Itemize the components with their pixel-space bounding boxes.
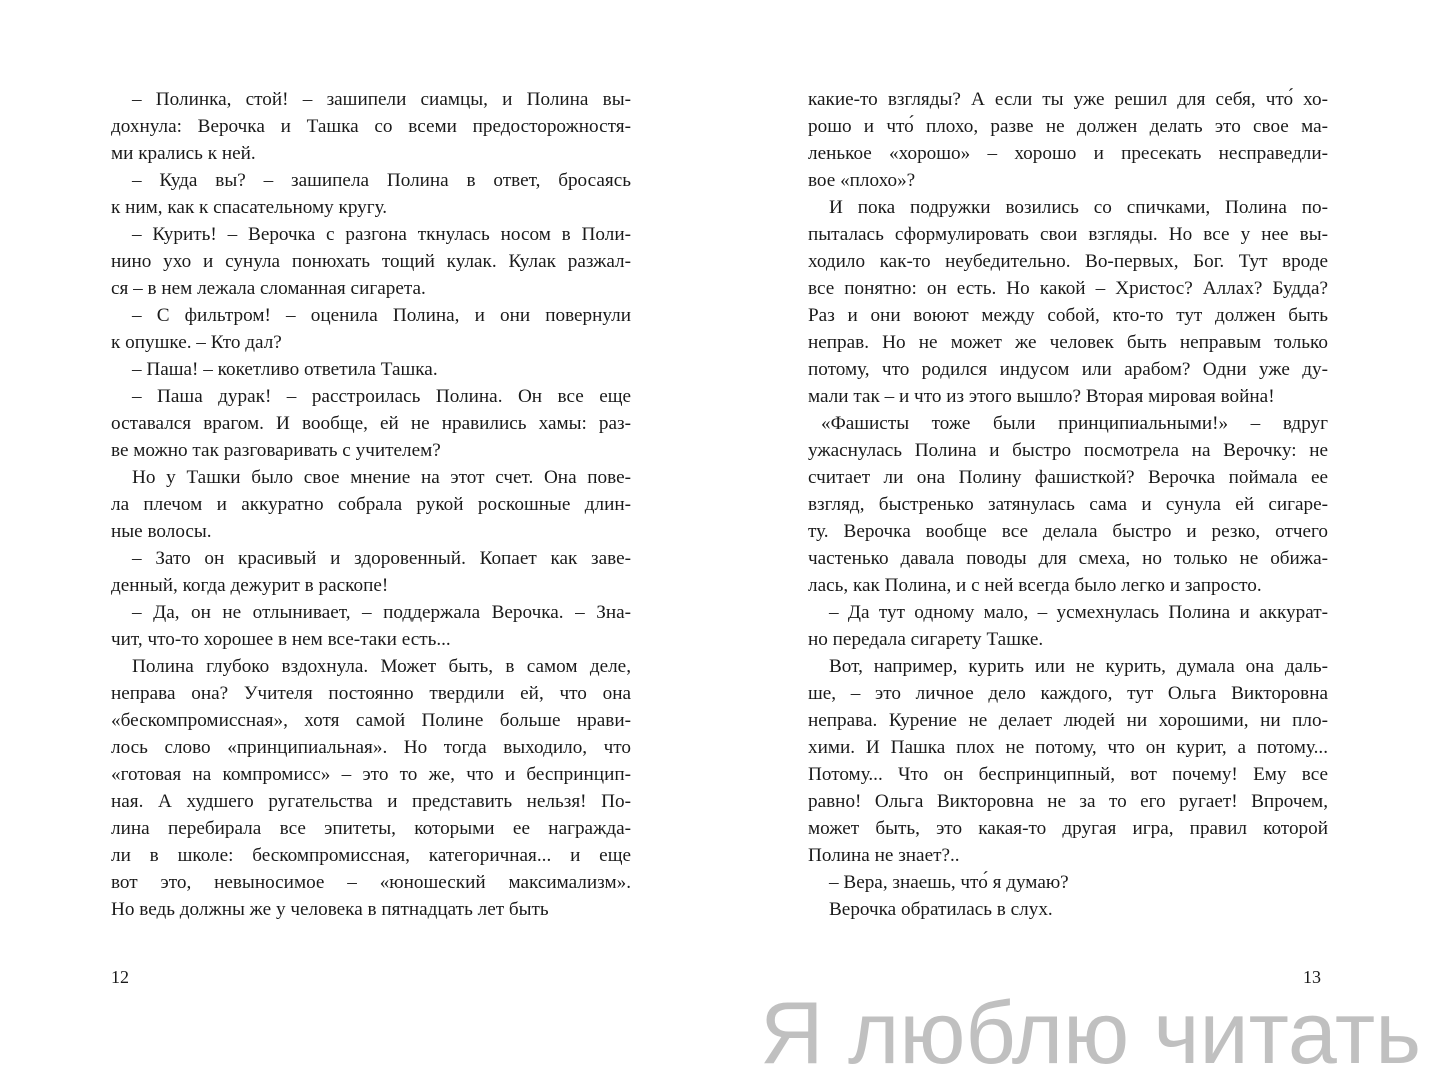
text-line: чит, что-то хорошее в нем все-таки есть... bbox=[111, 629, 451, 650]
text-line: лась, как Полина, и с ней всегда было легко и запросто. bbox=[808, 575, 1262, 596]
text-line: взгляд, быстренько затянулась сама и сунула ей сигаре- bbox=[808, 494, 1328, 515]
text-line: – Зато он красивый и здоровенный. Копает как заве- bbox=[132, 548, 631, 569]
text-line: – Полинка, стой! – зашипели сиамцы, и Полина вы- bbox=[132, 89, 631, 110]
text-line: ся – в нем лежала сломанная сигарета. bbox=[111, 278, 426, 299]
text-line: ная. А худшего ругательства и представить нельзя! По- bbox=[111, 791, 631, 812]
text-line: частенько давала поводы для смеха, но только не обижа- bbox=[808, 548, 1328, 569]
text-line: к опушке. – Кто дал? bbox=[111, 332, 282, 353]
page-number-left: 12 bbox=[111, 967, 129, 987]
text-line: мали так – и что из этого вышло? Вторая мировая война! bbox=[808, 386, 1275, 407]
text-line: – Да, он не отлынивает, – поддержала Верочка. – Зна- bbox=[132, 602, 631, 623]
text-line: – Куда вы? – зашипела Полина в ответ, бросаясь bbox=[132, 170, 631, 191]
text-line: «готовая на компромисс» – это то же, что и беспринцип- bbox=[111, 764, 631, 785]
text-line: считает ли она Полину фашисткой? Верочка поймала ее bbox=[808, 467, 1328, 488]
text-line: – Курить! – Верочка с разгона ткнулась носом в Поли- bbox=[132, 224, 631, 245]
text-line: неправ. Но не может же человек быть неправым только bbox=[808, 332, 1328, 353]
text-line: может быть, это какая-то другая игра, правил которой bbox=[808, 818, 1328, 839]
text-line: Полина глубоко вздохнула. Может быть, в самом деле, bbox=[132, 656, 631, 677]
text-line: И пока подружки возились со спичками, Полина по- bbox=[829, 197, 1328, 218]
text-line: ленькое «хорошо» – хорошо и пресекать несправедли- bbox=[808, 143, 1328, 164]
text-line: «бескомпромиссная», хотя самой Полине больше нрави- bbox=[111, 710, 631, 731]
text-line: нино ухо и сунула понюхать тощий кулак. Кулак разжал- bbox=[111, 251, 631, 272]
text-line: пыталась сформулировать свои взгляды. Но все у нее вы- bbox=[808, 224, 1328, 245]
text-line: к ним, как к спасательному кругу. bbox=[111, 197, 388, 218]
text-line: все понятно: он есть. Но какой – Христос? Аллах? Будда? bbox=[808, 278, 1328, 299]
text-line: Верочка обратилась в слух. bbox=[829, 899, 1053, 920]
text-line: – Да тут одному мало, – усмехнулась Полина и аккурат- bbox=[829, 602, 1328, 623]
text-line: лось слово «принципиальная». Но тогда выходило, что bbox=[111, 737, 631, 758]
text-line: денный, когда дежурит в раскопе! bbox=[111, 575, 389, 596]
text-line: ве можно так разговаривать с учителем? bbox=[111, 440, 441, 461]
text-line: ми крались к ней. bbox=[111, 143, 256, 164]
text-line: ла плечом и аккуратно собрала рукой роскошные длин- bbox=[111, 494, 631, 515]
text-line: Но ведь должны же у человека в пятнадцать лет быть bbox=[111, 899, 549, 920]
text-line: оставался врагом. И вообще, ей не нравились хамы: раз- bbox=[111, 413, 631, 434]
right-page-text bbox=[808, 86, 1328, 923]
text-line: вот это, невыносимое – «юношеский максимализм». bbox=[111, 872, 631, 893]
text-line: лина перебирала все эпитеты, которыми ее награжда- bbox=[111, 818, 631, 839]
text-line: – Паша! – кокетливо ответила Ташка. bbox=[132, 359, 438, 380]
text-line: Но у Ташки было свое мнение на этот счет. Она пове- bbox=[132, 467, 631, 488]
text-line: Вот, например, курить или не курить, думала она даль- bbox=[829, 656, 1328, 677]
text-line: Потому... Что он беспринципный, вот почему! Ему все bbox=[808, 764, 1328, 785]
watermark: Я люблю читать bbox=[760, 983, 1422, 1082]
text-line: – Паша дурак! – расстроилась Полина. Он все еще bbox=[132, 386, 631, 407]
text-line: ужаснулась Полина и быстро посмотрела на Верочку: не bbox=[808, 440, 1328, 461]
text-line: ходило как-то неубедительно. Во-первых, Бог. Тут вроде bbox=[808, 251, 1328, 272]
text-line: но передала сигарету Ташке. bbox=[808, 629, 1044, 650]
text-line: – Вера, знаешь, что́ я думаю? bbox=[829, 872, 1069, 893]
text-line: ше, – это личное дело каждого, тут Ольга Викторовна bbox=[808, 683, 1328, 704]
text-line: ные волосы. bbox=[111, 521, 212, 542]
text-line: Раз и они воюют между собой, кто-то тут должен быть bbox=[808, 305, 1328, 326]
text-line: равно! Ольга Викторовна не за то его ругает! Впрочем, bbox=[808, 791, 1328, 812]
text-line: вое «плохо»? bbox=[808, 170, 916, 191]
text-line: рошо и что́ плохо, разве не должен делать это свое ма- bbox=[808, 116, 1328, 137]
page-number-right: 13 bbox=[1303, 967, 1321, 987]
text-line: неправа. Курение не делает людей ни хорошими, ни пло- bbox=[808, 710, 1328, 731]
text-line: хими. И Пашка плох не потому, что он курит, а потому... bbox=[808, 737, 1328, 758]
text-line: неправа она? Учителя постоянно твердили ей, что она bbox=[111, 683, 631, 704]
text-line: «Фашисты тоже были принципиальными!» – вдруг bbox=[821, 413, 1328, 434]
text-line: ту. Верочка вообще все делала быстро и резко, отчего bbox=[808, 521, 1328, 542]
text-line: Полина не знает?.. bbox=[808, 845, 960, 866]
text-line: потому, что родился индусом или арабом? Одни уже ду- bbox=[808, 359, 1328, 380]
text-line: какие-то взгляды? А если ты уже решил для себя, что́ хо- bbox=[808, 89, 1328, 110]
text-line: ли в школе: бескомпромиссная, категоричная... и еще bbox=[111, 845, 631, 866]
text-line: дохнула: Верочка и Ташка со всеми предосторожностя- bbox=[111, 116, 631, 137]
left-page-text bbox=[111, 86, 631, 923]
text-line: – С фильтром! – оценила Полина, и они повернули bbox=[132, 305, 631, 326]
